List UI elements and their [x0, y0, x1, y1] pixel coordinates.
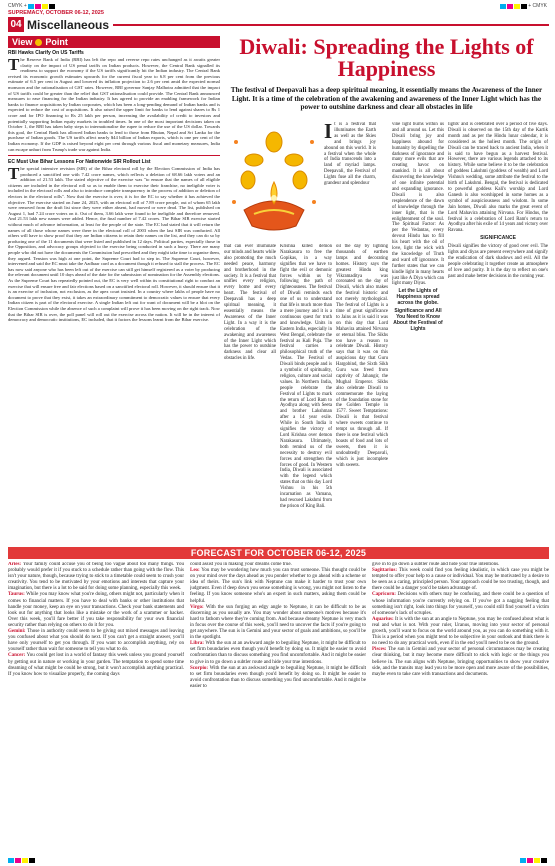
- forecast-column-1: [8, 562, 184, 856]
- feature-subhead-significance: SIGNIFICANCE: [480, 235, 516, 242]
- feature-dropcap: I: [324, 122, 333, 143]
- horoscope-entry: [372, 647, 549, 677]
- feature-title: Diwali: Spreading the Lights of Happiness: [239, 34, 534, 81]
- zodiac-sign-label: Sagittarius:: [372, 568, 399, 574]
- forecast-column-2: [190, 562, 366, 856]
- feature-deck: The festival of Deepavali has a deep spiritual meaning, it essentially means the Awareness of the Inner Light. It is a time of the celebration of the awakening and awareness of the Inner Light which has the power to outshine darkness and clear all obstacles in life: [230, 86, 543, 112]
- registration-mark-bottom-right: [520, 858, 547, 863]
- editorial-column: [8, 50, 220, 543]
- article1-text: he Reserve Bank of India (RBI) has left the repo and reverse repo rates unchanged as it awaits greater clarity on the impact of US penal tariffs on Indian products. However, the Central Bank signalled its readiness to support the economy if the US tariffs significantly hit the Indian industry. The Central Bank revised its economic growth estimates upwards for the current fiscal year to 6.8 per cent from the previous estimate of 6.5 per cent in August and lowered its inflation projection to 2.6 per cent amid the expected normal monsoon and the rationalisation of GST rates. However, RBI governor Sanjay Malhotra admitted that the impact of US tariffs could be greater than the relief that GST rationalisation could provide. The Central Bank announced measures to ease financing for the Indian industry. It has agreed to provide an enabling framework for Indian banks to finance acquisitions by Indian corporates, which has been a long-pending demand of Indian banks and is expected to reduce the cost of acquisitions. It also raised the upper limit for banks to lend against shares to Rs 1 crore and for IPO financing to Rs 25 lakh per person, increasing the availability of credit to investors and potentially supporting Indian equity markets in troubled times. In one of the most important decisions taken on October 1, the RBI has taken baby steps to internationalise the rupee to reduce the use of the US dollar. Towards this goal, the Central Bank has allowed Indian banks to lend to those from Bhutan, Nepal and Sri Lanka for the purchase of Indian goods. The US tariffs affect nearly $44 billion of Indian exports, which is one per cent of the Indian economy. If the GDP is raised beyond eight per cent through various fiscal and monetary measures, India can escape unhurt from Trump's trade war against India.: [8, 57, 220, 152]
- feature-column-4-text: vine light burns within us and all around us. Let this Diwali bring joy and happiness abound for humanity by dispelling the darkness of ignorance and many more evils that are creating havoc on mankind. It is all about discovering the knowledge of one infinite potential and expanding ignorance. Diwali is also resplendence of the dawn of knowledge through the inner light, that is the enlightenment of the soul. The Spiritual Factor: As per the Vedantas, every devout Hindu has to fill his heart with the oil of love, light the wick with the knowledge of Truth and ward off ignorance. It further states that we can kindle light in many hearts just like A Diya which can light many Diyas.: [392, 122, 444, 287]
- zodiac-sign-label: Taurus:: [8, 592, 27, 598]
- forecast-banner: [8, 547, 549, 559]
- feature-column-3: [336, 244, 388, 540]
- feature-column-2-text: Krishna killed demon Narakasura to free the Gopikas, in a way signifies that we have to fight the evil or demonic forces within us by following the path of righteousness. The festival of Diwali reminds each one of us to understand that life is much more than a mere journey and it is a continuous quest for truth and knowledge. Units in Eastern India, especially in West Bengal, celebrate the festival as Kali Puja. The festival carries a philosophical truth of the Vedas. The Festival of Diwali binds people and is a symbolic of spirituality, religion, culture and social values. In Northern India, people celebrate the Festival of Lights to mark the return of Lord Ram to Ayodhya along with Seeta and brother Lakshman after a 14 year exile. While in South India it signifies the victory of Lord Krishna over demon Narakasura. Ultimately, both remind us of the necessity to destroy evil forces and strengthen the forces of good. In Western India, Diwali is associated with the legend which states that on this day Lord Vishnu in his 5th incarnation as Vamana, had rescued Lakshmi from the prison of King Bali.: [280, 244, 332, 509]
- zodiac-sign-label: Scorpio:: [190, 665, 210, 671]
- horoscope-text: With the sun at an awkward angle to beguiling Neptune, it might be difficult to set firm boundaries even though you'd benefit by doing so. It might be easier to avoid confrontation than to discuss something you find uncomfortable. And it might be easier to give in to go down a subtler route and hide your true intentions.: [190, 641, 366, 665]
- horoscope-text: You may be wondering how much you can trust someone. This thought could be on your mind over the days ahead as you ponder whether to go ahead with a scheme or idea of theirs. The sun's link with Neptune can make it harder to trust your own judgment. Even if deep down you sense something is wrong, you might not listen to the feeling. If you know someone who's an expert in such matters, asking them could be helpful.: [190, 568, 366, 604]
- horoscope-entry: [190, 568, 366, 605]
- feature-subhead-2: Significance and All You Need to Know About the Festival of Lights: [393, 308, 443, 332]
- viewpoint-label-suffix: Point: [45, 37, 68, 47]
- feature-column-1-bottom: [224, 244, 276, 540]
- horoscope-text: You could get lost in a world of fantasy this week unless you ground yourself by getting out in nature or working in your garden. The temptation to spend some time dreaming of what might be could be strong, but it won't accomplish anything practical. If you know how to visualize properly, the coming days: [8, 653, 184, 677]
- article2-heading: EC Must Use Bihar Lessons For Nationwide SIR Rollout List: [8, 159, 151, 166]
- article2-text: he special intensive revision (SIR) of the Bihar electoral roll by the Election Commission of India has produced a sanctified one with 7.42 crore names, which reflects a deletion of 68.66 lakh voters and an addition of 21.53 lakh. The stated objective of the exercise was "to ensure that the names of all eligible citizens are included in the electoral roll so as to enable them to exercise their franchise, no ineligible voter is included in the electoral rolls and also to introduce complete transparency in the process of addition or deletion of electors in the electoral rolls". Now that the exercise is over, it is for the EC to say whether it has achieved the objective. The exercise started on June 24, 2025, with an electoral roll of 7.89 crore people, out of whom 65 lakh were removed from the draft list since they were either absent, had moved or were dead. The list, published on August 1, had 7.24 crore voters on it. Out of them, 3.66 lakh were found to be ineligible and therefore removed. And 21.53 lakh new names were added. Hence, the final number of 7.42 crores. The Bihar SIR exercise started without much of advance information, at least for the people of the state. The EC had stated that it will return the names of all those whose names were there in the electoral roll of 2003 when the last SIR was conducted. All others will have to show proof that they are Indian citizens to retain their names on the list, and they can do so by producing one of the 11 documents that were listed and published in 12 days. Political parties, especially those in the Opposition, and advocacy groups objected to the exercise being conducted in such a hurry. There are many people who did not have the documents the Commission had prescribed and they might take time to organise them, they argued. Tension was high at one point, the Supreme Court had to step in. The Supreme Court, however, intervened and said the EC must take the Aadhaar card as a document though it refused to stall the process. The EC has now said anyone who has been left out of the exercise can still get himself registered as a voter by producing the relevant document until 10 days ahead of the date for the submission of nomination for the Assembly elections. As the Supreme Court has repeatedly pointed out, the EC is very well within its constitutional right to conduct an exercise that will ensure free and fair elections based on a sanctified electoral roll. However, it should ensure that it is an exercise of inclusion, not exclusion, as the apex court insisted. In a country where lakhs of people have no document to prove that they exist, it takes an extraordinary commitment to democratic values to ensure that every Indian citizen is part of the electoral exercise. A single Indian left out for want of document will be a blot on the Election Commission while the absence of such a complaint will prove it has been moving on the right track. Now that the Bihar SIR is over, the poll panel will roll out the exercise across the nation. It will be in the interest of democracy and democratic institutions, EC included, that it factors the lessons learnt from the Bihar exercise.: [8, 166, 220, 323]
- feature-subhead-1: Let the Lights of Happiness spread across the globe.: [396, 288, 440, 307]
- horoscope-entry: [8, 629, 184, 653]
- zodiac-sign-label: Leo:: [190, 568, 202, 574]
- zodiac-sign-label: Capricorn:: [372, 592, 398, 598]
- article2-body: [8, 166, 220, 323]
- forecast-column-3: [372, 562, 549, 856]
- section-name: Miscellaneous: [27, 17, 110, 32]
- section-header: [8, 17, 549, 32]
- zodiac-sign-label: Libra:: [190, 641, 206, 647]
- registration-mark-bottom-left: [8, 858, 35, 863]
- feature-column-5: [448, 122, 548, 540]
- horoscope-entry: [8, 562, 184, 592]
- feature-column-1-text: t is a festival that illuminates the Earth as well as the Skies and brings joy abound on this world. It is a festival when the whole of India transcends into a land of myriad lamps. Deepavali, the Festival of Lights fuse all the charm, grandeur and splendour: [324, 122, 376, 187]
- horoscope-text: It is with the sun at an angle to Neptune, you may be confused about what is real and what is not. With your ruler, Uranus, moving into your sector of personal growth, you'll want to focus on the world around you, as you can do something with it. This is a period when you might tend to be subjective in your outlook and think there is no need to do any practical work, even if in the end you'll need to be on the ground.: [372, 616, 549, 647]
- diwali-illustration: [224, 122, 324, 242]
- horoscope-text: The sun in Gemini and your sector of personal circumstances may be creating clear thinking, but it may become more difficult to stick with logic or the things you believe in. The sun aligns with Neptune, bringing opportunities to show your creative side, and the transits may lead you to be more open and more aware of the possibilities, maybe even to take care with transactions and documents.: [372, 647, 549, 677]
- dateline: SUPREMACY, OCTOBER 06-12, 2025: [8, 10, 104, 16]
- horoscope-text: With the sun forging an edgy angle to Neptune, it can be difficult to be as discerning as you usually are. You may wonder about someone's motives because it's hard to fathom where they're coming from. And because dreamy Neptune is very much in focus over the course of this week, you'll need to uncover the facts if you're going to get anywhere. The sun is in Gemini and your sector of goals and ambitions, so you'll be in the spotlight.: [190, 604, 366, 641]
- zodiac-sign-label: Aries:: [8, 562, 23, 567]
- forecast-title: FORECAST FOR OCTOBER 06-12, 2025: [190, 548, 367, 558]
- feature-column-5-tail: Diwali signifies the victory of good over evil. The lights and diyas are present everywhere and signify the eradication of dark shadows and evil. All the people celebrating it together create an atmosphere of love and purity. It is the day to reflect on one's past and make better decisions in the coming year.: [448, 244, 548, 279]
- horoscope-text: give in to go down a subtler route and hide your true intentions.: [372, 562, 500, 567]
- article1-body: [8, 57, 220, 152]
- feature-column-2: [280, 244, 332, 540]
- article1-dropcap: T: [8, 55, 20, 74]
- section-rule: [113, 24, 549, 26]
- viewpoint-dot-icon: [35, 39, 42, 46]
- horoscope-entry: [190, 605, 366, 642]
- article-divider: [8, 155, 220, 156]
- horoscope-entry: [190, 666, 366, 690]
- horoscope-entry: [8, 653, 184, 677]
- zodiac-sign-label: Virgo:: [190, 604, 206, 610]
- horoscope-entry: [372, 568, 549, 592]
- horoscope-text: While you may know what you're doing, others might not, particularly when it comes to financial matters. If you have to deal with banks or other institutions that handle your money, keep an eye on your transactions. Check your bank statements and look out for anything that looks like a mistake or the work of a scammer or hacker. Over this week, you'll fare better if you take responsibility for your own financial security rather than relying on others to do it for you.: [8, 592, 184, 628]
- horoscope-text: Decisions with others may be confusing, and there could be a question of whose information you're currently relying on. If you've got a nagging feeling that something isn't right, look into things for yourself, you could still find yourself a victim of someone's lack of scruples.: [372, 592, 549, 616]
- zodiac-sign-label: Gemini:: [8, 629, 28, 635]
- viewpoint-label: View: [12, 37, 33, 47]
- registration-mark-top-right: + CMYK: [500, 3, 547, 9]
- feature-column-3-text: oil the day by lighting thousands of earthen lamps and decorating homes. History says the greatest Hindu king Vikramaditya was coronated on the day of Diwali, which also makes the festival historic and not merely mythological. The festival of Lights is a time of great significance to Jains as it is said it was on this day that Lord Mahavira attained Nirvana or eternal bliss. The Sikhs too have a reason to celebrate Diwali. History says that it was on this auspicious day that Guru Hargobind, the Sixth Sikh Guru was freed from captivity of Jahangir, the Mughal Emperor. Sikhs also celebrate Diwali to commemorate the laying of the foundation stone for the Golden Temple in 1577. Sweet Temptations: Diwali is that festival where sweets continue to tempt us through all. If there is one festival which boasts of food and lots of sweets, then it is undoubtedly Deepavali, which is just incomplete with sweets.: [336, 244, 388, 468]
- page-number: 04: [8, 17, 24, 32]
- feature-column-1-top: [324, 122, 376, 242]
- article1-heading: RBI Hawks Clarify On US Tariffs: [8, 50, 84, 56]
- horoscope-text: Your family could accuse you of being too vague about too many things. You probably would prefer it if you stuck to a schedule rather than going with the flow. This isn't your nature, though, because trying to stick to a timetable could seem to crush your creativity. You tend to be motivated by your emotions and interests that capture your imagination, but there is a lot to be said for doing some planning, especially this week.: [8, 562, 184, 592]
- horoscope-text: This week could find you feeling idealistic, in which case you might be tempted to offer your help to a cause or individual. You may be motivated by a desire to be seen as a caring, principled person. Your approach could be too trusting, though, and there could be a danger you'd be taken advantage of.: [372, 568, 549, 592]
- viewpoint-banner: [8, 36, 220, 48]
- zodiac-sign-label: Cancer:: [8, 653, 27, 659]
- feature-column-1-cont: that can ever illuminate our minds and hearts while also promoting the much needed peace, harmony and brotherhood in the society. It is a festival that unifies every religion, every home and every heart. The festival of Deepavali has a deep spiritual meaning, it essentially means the Awareness of the Inner Light. In a way it is the celebration of the awakening and awareness of the Inner Light which has the power to outshine darkness and clear all obstacles in life.: [224, 244, 276, 362]
- horoscope-text: With the sun at an awkward angle to beguiling Neptune, it might be difficult to set firm boundaries even though you'd benefit by doing so. It might be easier to avoid confrontation than to discuss something you find uncomfortable. And it might be easier to: [190, 665, 366, 689]
- zodiac-sign-label: Pisces:: [372, 647, 389, 653]
- horoscope-entry: [372, 617, 549, 647]
- horoscope-text: could assist you in making your dreams come true.: [190, 562, 292, 567]
- horoscope-text: Those in authority could seem to be giving out mixed messages and leaving you confused about what you should do next. If you can't get a straight answer, you'll have only yourself to get you through. If you want to accomplish anything, rely on yourself rather than wait for someone to tell you what to do.: [8, 629, 184, 653]
- horoscope-entry: [8, 592, 184, 629]
- horoscope-entry: [190, 641, 366, 665]
- article2-dropcap: T: [8, 164, 20, 184]
- registration-mark-top-left: CMYK +: [8, 3, 55, 9]
- feature-column-5-text: lights' and is celebrated over a period of five days. Diwali is observed on the 15th day of the Kartik month and as per the Hindu lunar calendar, it is considered as the holiest month. The origin of Diwali can be traced back to ancient India, when it is said to have begun as a harvest festival. However, there are various legends attached to its history. While some believe it to be the celebration of goddess Lakshmi (goddess of wealth) and Lord Vishnu's wedding, some attribute the festival to the birth of Lakshmi. Bengal, the festival is dedicated to powerful goddess Kali's worship and Lord Ganesh is also worshipped in some homes as a symbol of auspiciousness and wisdom. In some Jain homes, Diwali also marks the great event of Lord Mahavira attaining Nirvana. For Hindus, the festival is a celebration of Lord Ram's return to Ayodhya after his exile of 14 years and victory over Ravana.: [448, 122, 548, 234]
- zodiac-sign-label: Aquarius:: [372, 616, 396, 622]
- feature-column-4: [392, 122, 444, 540]
- horoscope-entry: [372, 592, 549, 616]
